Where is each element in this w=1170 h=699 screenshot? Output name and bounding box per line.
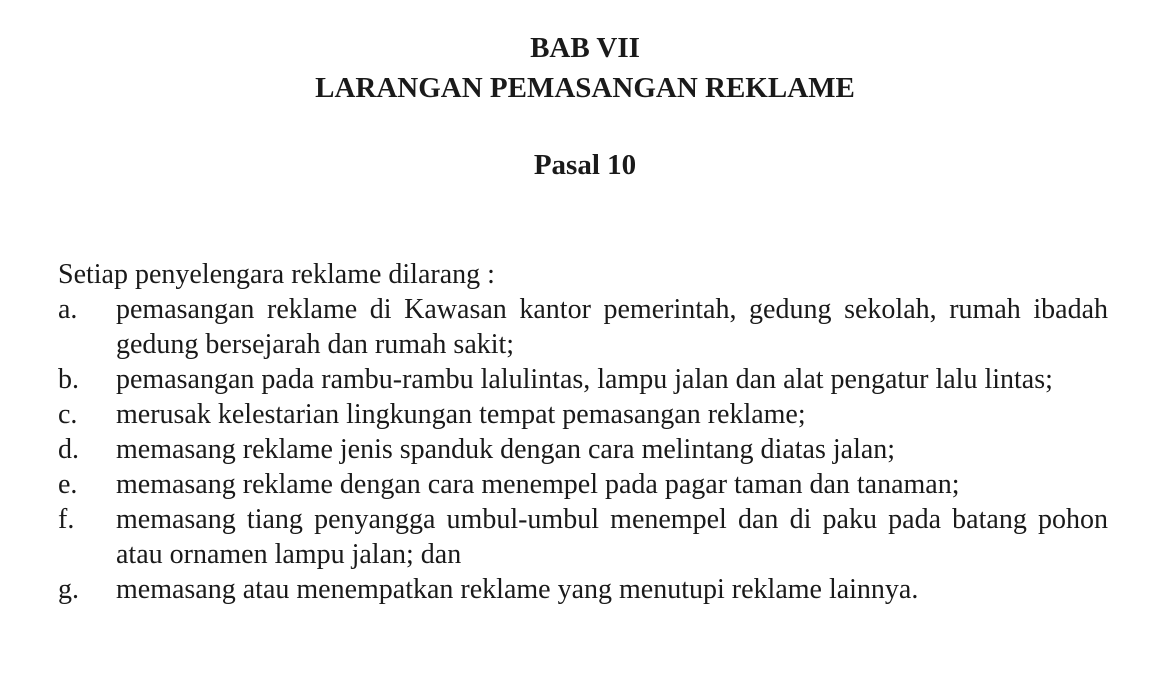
- list-item: [58, 292, 1108, 362]
- list-item: [58, 397, 1108, 432]
- list-item: [58, 362, 1108, 397]
- chapter-title: LARANGAN PEMASANGAN REKLAME: [315, 72, 855, 104]
- list-marker: g.: [58, 574, 79, 605]
- list-item: [58, 467, 1108, 502]
- list-marker: c.: [58, 399, 78, 430]
- article-body: [58, 257, 1108, 607]
- intro-text: Setiap penyelengara reklame dilarang :: [58, 259, 495, 290]
- article-heading: Pasal 10: [533, 149, 637, 181]
- list-item: [58, 432, 1108, 467]
- prohibition-list: [58, 292, 1108, 607]
- list-item-text: pemasangan reklame di Kawasan kantor pemerintah, gedung sekolah, rumah ibadah gedung bersejarah dan rumah sakit;: [116, 294, 1108, 360]
- chapter-heading: BAB VII: [530, 32, 640, 64]
- list-item: [58, 502, 1108, 572]
- list-marker: e.: [58, 469, 78, 500]
- list-item: [58, 572, 1108, 607]
- list-item-text: memasang reklame jenis spanduk dengan cara melintang diatas jalan;: [116, 434, 896, 465]
- list-item-text: merusak kelestarian lingkungan tempat pemasangan reklame;: [116, 399, 806, 430]
- list-item-text: memasang reklame dengan cara menempel pada pagar taman dan tanaman;: [116, 469, 960, 500]
- list-item-text: memasang tiang penyangga umbul-umbul menempel dan di paku pada batang pohon atau ornamen lampu jalan; dan: [116, 504, 1108, 570]
- list-item-text: memasang atau menempatkan reklame yang menutupi reklame lainnya.: [116, 574, 919, 605]
- list-marker: a.: [58, 294, 78, 325]
- list-marker: f.: [58, 504, 75, 535]
- list-item-text: pemasangan pada rambu-rambu lalulintas, lampu jalan dan alat pengatur lalu lintas;: [116, 364, 1053, 395]
- list-marker: d.: [58, 434, 79, 465]
- list-marker: b.: [58, 364, 79, 395]
